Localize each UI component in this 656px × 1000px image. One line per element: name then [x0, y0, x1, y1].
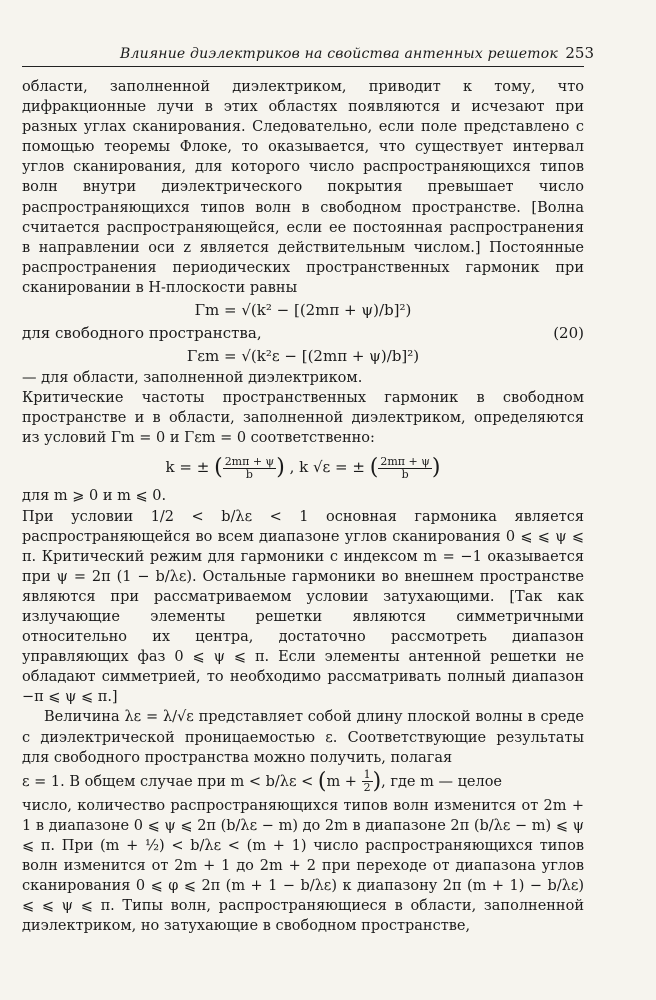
page-header — [22, 40, 594, 67]
formula-free-space: Γm = √(k² − [(2mπ + ψ)/b]²) — [194, 301, 412, 320]
formula-dielectric: Γεm = √(k²ε − [(2mπ + ψ)/b]²) — [186, 347, 420, 366]
paragraph: — для области, заполненной диэлектриком. — [22, 370, 363, 387]
formula-critical-middle: , k √ε = ± — [289, 458, 365, 477]
formula-caption-row — [22, 322, 584, 344]
running-title: Влияние диэлектриков на свойства антенных решеток — [120, 46, 558, 62]
paragraph: При условии 1/2 < b/λε < 1 основная гармоника является распространяющейся во всем диапазоне углов сканирования 0 ⩽ ⩽ ψ ⩽ π. Критический режим для гармоники с индексом m = −1 оказывается при ψ = 2π (1 − b/λε). Остальные гармоники во внешнем пространстве являются при рассматриваемом условии затухающими. [Так как излучающие элементы решетки являются симметричными относительно их центра, достаточно рассмотреть диапазон управляющих фаз 0 ⩽ ψ ⩽ π. Если элементы антенной решетки не обладают симметрией, то необходимо рассматривать полный диапазон −π ⩽ ψ ⩽ π.] — [22, 508, 584, 706]
paragraph: для m ⩾ 0 и m ⩽ 0. — [22, 488, 167, 505]
paragraph: области, заполненной диэлектриком, приводит к тому, что дифракционные лучи в этих областях появляются и исчезают при разных углах сканирования. Следовательно, если поле представлено с помощью теоремы Флоке, то оказывается, что существует интервал углов сканирования, для которого число распространяющихся типов волн внутри диэлектрического покрытия превышает число распространяющихся типов волн в свободном пространстве. [Волна считается распространяющейся, если ее постоянная распространения в направлении оси z является действительным числом.] Постоянные распространения периодических пространственных гармоник при сканировании в H-плоскости равны — [22, 79, 584, 296]
paragraph: число, количество распространяющихся типов волн изменится от 2m + 1 в диапазоне 0 ⩽ ψ ⩽ 2π (b/λε − m) до 2m в диапазоне 2π (b/λε − m) ⩽ ψ ⩽ π. При (m + ½) < b/λε < (m + 1) число распространяющихся типов волн изменится от 2m + 1 до 2m + 2 при переходе от диапазона углов сканирования 0 ⩽ φ ⩽ 2π (m + 1 − b/λε) к диапазону 2π (m + 1) − b/λε) ⩽ ⩽ ψ ⩽ π. Типы волн, распространяющиеся в области, заполненной диэлектриком, но затухающие в свободном пространстве, — [22, 797, 584, 935]
page-body — [22, 77, 584, 936]
paragraph-inline-formula: ε = 1. В общем случае при m < b/λε < (m + $\frac{1}{2}$ ), где m — целое — [22, 768, 503, 795]
page — [22, 40, 594, 936]
fraction: $\frac{2m\pi + \psi}{b}$ — [380, 454, 430, 481]
paragraph: Критические частоты пространственных гармоник в свободном пространстве и в области, заполненной диэлектриком, определяются из условий Γm = 0 и Γεm = 0 соответственно: — [22, 390, 584, 447]
fraction: $\frac{1}{2}$ — [363, 768, 371, 795]
formula-caption: для свободного пространства, — [22, 323, 262, 342]
page-number: 253 — [565, 44, 594, 62]
formula-critical: k = ± ( $\frac{2m\pi + \psi}{b}$ ) , k √ε = ± ( $\frac{2m\pi + \psi}{b}$ ) — [165, 454, 441, 481]
fraction: $\frac{2m\pi + \psi}{b}$ — [224, 454, 275, 481]
equation-number: (20) — [553, 323, 584, 342]
paragraph: Величина λε = λ/√ε представляет собой длину плоской волны в среде с диэлектрической проницаемостью ε. Соответствующие результаты для свободного пространства можно получить, полагая — [22, 709, 584, 766]
formula-critical-left: k = ± — [165, 458, 210, 477]
